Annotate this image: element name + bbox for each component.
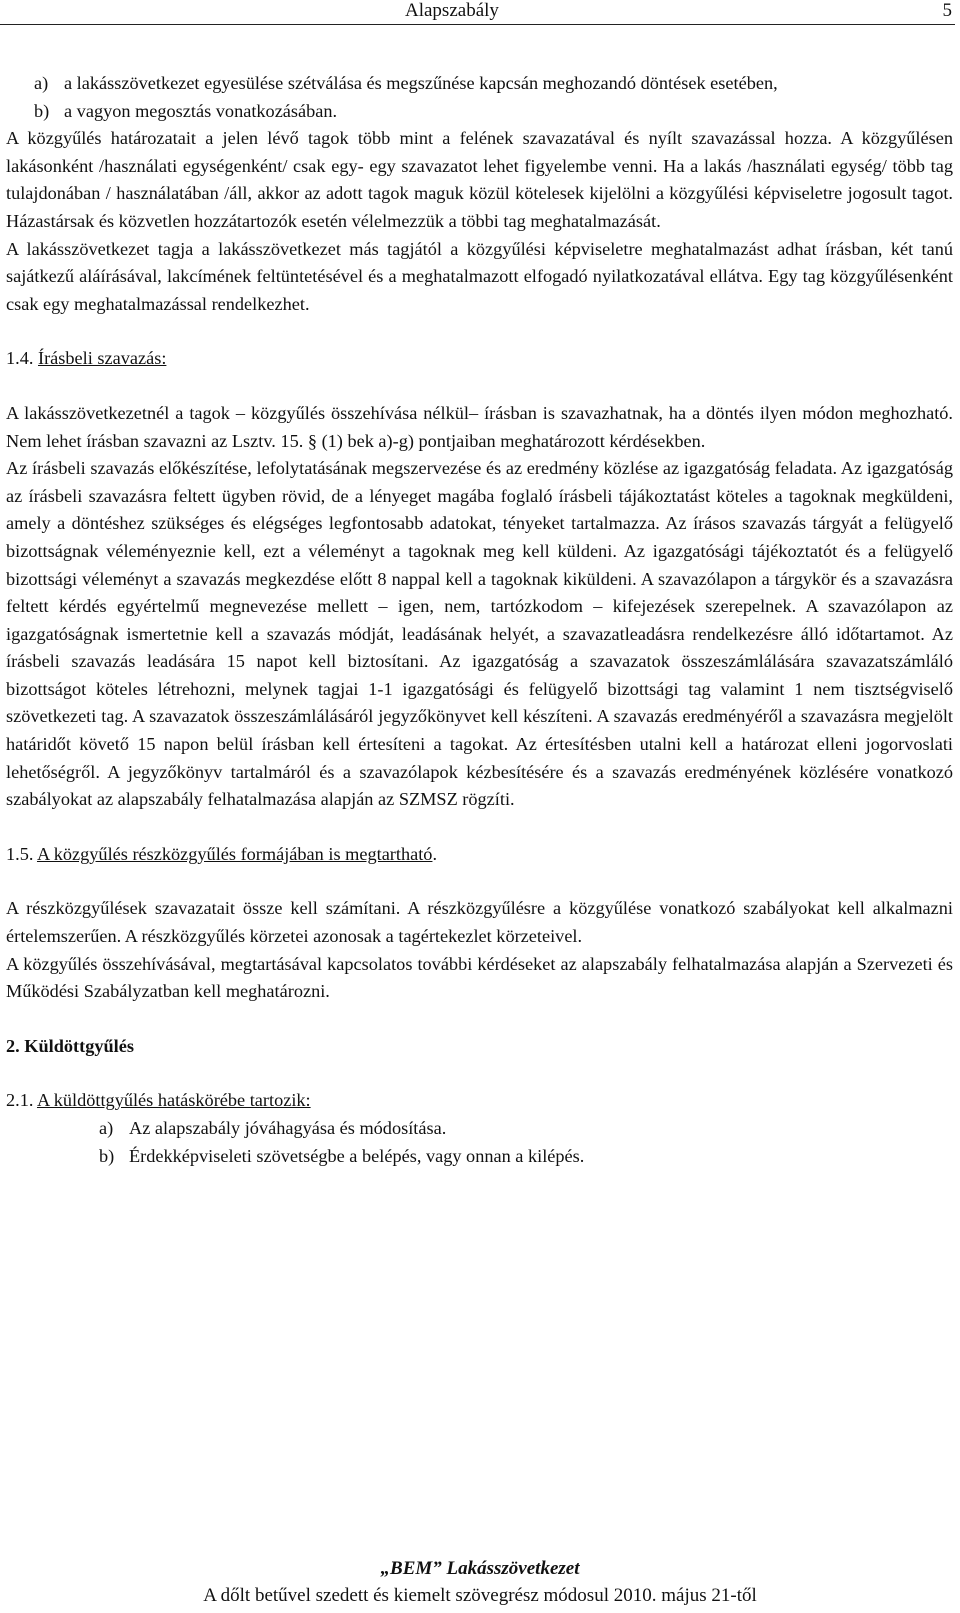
header-title: Alapszabály xyxy=(405,0,499,21)
paragraph: A részközgyűlések szavazatait össze kell számítani. A részközgyűlésre a közgyűlése vonatkozó szabályokat kell alkalmazni értelemszerűen. A részközgyűlés körzetei azonosak a tagértekezlet körzeteivel. xyxy=(6,898,953,947)
list-marker: b) xyxy=(34,100,50,121)
document-body xyxy=(6,70,953,1170)
list-item xyxy=(6,70,953,98)
section-title: A közgyűlés részközgyűlés formájában is megtartható xyxy=(36,843,433,864)
list-item xyxy=(6,1143,953,1171)
list-marker: a) xyxy=(99,1118,114,1138)
section-heading-1-4 xyxy=(6,345,953,373)
page-header xyxy=(0,0,955,25)
section-heading-1-5 xyxy=(6,841,953,869)
list-text: a lakásszövetkezet egyesülése szétválása és megszűnése kapcsán meghozandó döntések esetében, xyxy=(64,73,778,93)
paragraph: Az írásbeli szavazás előkészítése, lefolytatásának megszervezése és az eredmény közlése az igazgatóság feladata. Az igazgatóság az írásbeli szavazásra feltett ügyben rövid, de a lényeget magába foglaló írásbeli tájákoztatást köteles a tagoknak megküldeni, amely a döntéshez szükséges és elégséges legfontosabb adatokat, tényeket tartalmazza. Az írásos szavazás tárgyát a felügyelő bizottságnak véleményeznie kell, ezt a véleményt a tagoknak meg kell küldeni. Az igazgatósági tájékoztatót és a felügyelő bizottsági véleményt a szavazás megkezdése előtt 8 nappal kell a tagoknak kiküldeni. A szavazólapon a tárgykör és a szavazásra feltett kérdés egyértelmű megnevezése mellett – igen, nem, tartózkodom – kifejezések szerepelnek. A szavazólapon az igazgatóságnak ismertetnie kell a szavazás módját, leadásának helyét, a szavazatleadásra rendelkezésre álló időtartamot. Az írásbeli szavazás leadására 15 napot kell biztosítani. Az igazgatóság a szavazatok összeszámlálására szavazatszámláló bizottságot köteles létrehozni, melynek tagjai 1-1 igazgatósági és felügyelő bizottsági tag valamint 1 nem tisztségviselő szövetkezeti tag. A szavazatok összeszámlálásáról jegyzőkönyvet kell készíteni. A szavazás eredményéről a szavazásra megjelölt határidőt követő 15 napon belül írásban kell értesíteni a tagokat. Az értesítésben utalni kell a határozat elleni jogorvoslati lehetőségről. A jegyzőkönyv tartalmáról és a szavazólapok kézbesítésére és a szavazás eredményének közlésére vonatkozó szabályokat az alapszabály felhatalmazása alapján az SZMSZ rögzíti. xyxy=(6,458,953,810)
list-marker: a) xyxy=(34,73,49,93)
section-number: 1.4. xyxy=(6,348,34,369)
paragraph: A közgyűlés határozatait a jelen lévő tagok több mint a felének szavazatával és nyílt szavazással hozza. A közgyűlésen lakásonként /használati egységenként/ csak egy- egy szavazatot lehet figyelembe venni. Ha a lakás /használati egység/ több tag tulajdonában / használatában /áll, akkor az adott tagok maguk közül kötelesek kijelölni a közgyűlési képviseletre jogosult tagot. Házastársak és közvetlen hozzátartozók esetén vélelmezzük a többi tag meghatalmazását. xyxy=(6,128,953,231)
section-title: A küldöttgyűlés hatáskörébe tartozik: xyxy=(36,1090,311,1111)
footer-org: „BEM” Lakásszövetkezet xyxy=(380,1558,580,1579)
list-text: Az alapszabály jóváhagyása és módosítása. xyxy=(129,1118,447,1138)
paragraph: A lakásszövetkezetnél a tagok – közgyűlés összehívása nélkül– írásban is szavazhatnak, ha a döntés ilyen módon meghozható. Nem lehet írásban szavazni az Lsztv. 15. § (1) bek a)-g) pontjaiban meghatározott kérdésekben. xyxy=(6,402,953,451)
list-text: Érdekképviseleti szövetségbe a belépés, vagy onnan a kilépés. xyxy=(129,1145,585,1166)
list-marker: b) xyxy=(99,1145,115,1166)
section-heading-2-1 xyxy=(6,1087,953,1115)
section-number: 1.5. xyxy=(6,843,34,864)
page-footer xyxy=(0,1555,960,1609)
section-heading-2: 2. Küldöttgyűlés xyxy=(6,1035,134,1056)
list-item xyxy=(6,1115,953,1143)
paragraph: A közgyűlés összehívásával, megtartásával kapcsolatos további kérdéseket az alapszabály felhatalmazása alapján a Szervezeti és Működési Szabályzatban kell meghatározni. xyxy=(6,953,953,1002)
list-item xyxy=(6,98,953,126)
section-title-tail: . xyxy=(432,843,438,864)
page-number: 5 xyxy=(942,0,952,21)
list-text: a vagyon megosztás vonatkozásában. xyxy=(64,100,338,121)
footer-note: A dőlt betűvel szedett és kiemelt szövegrész módosul 2010. május 21-től xyxy=(203,1585,757,1606)
section-number: 2.1. xyxy=(6,1090,34,1111)
section-title: Írásbeli szavazás: xyxy=(38,348,167,369)
paragraph: A lakásszövetkezet tagja a lakásszövetkezet más tagjától a közgyűlési képviseletre meghatalmazást adhat írásban, két tanú sajátkezű aláírásával, lakcímének feltüntetésével és a meghatalmazott elfogadó nyilatkozatával ellátva. Egy tag közgyűlésenként csak egy meghatalmazással rendelkezhet. xyxy=(6,238,953,314)
